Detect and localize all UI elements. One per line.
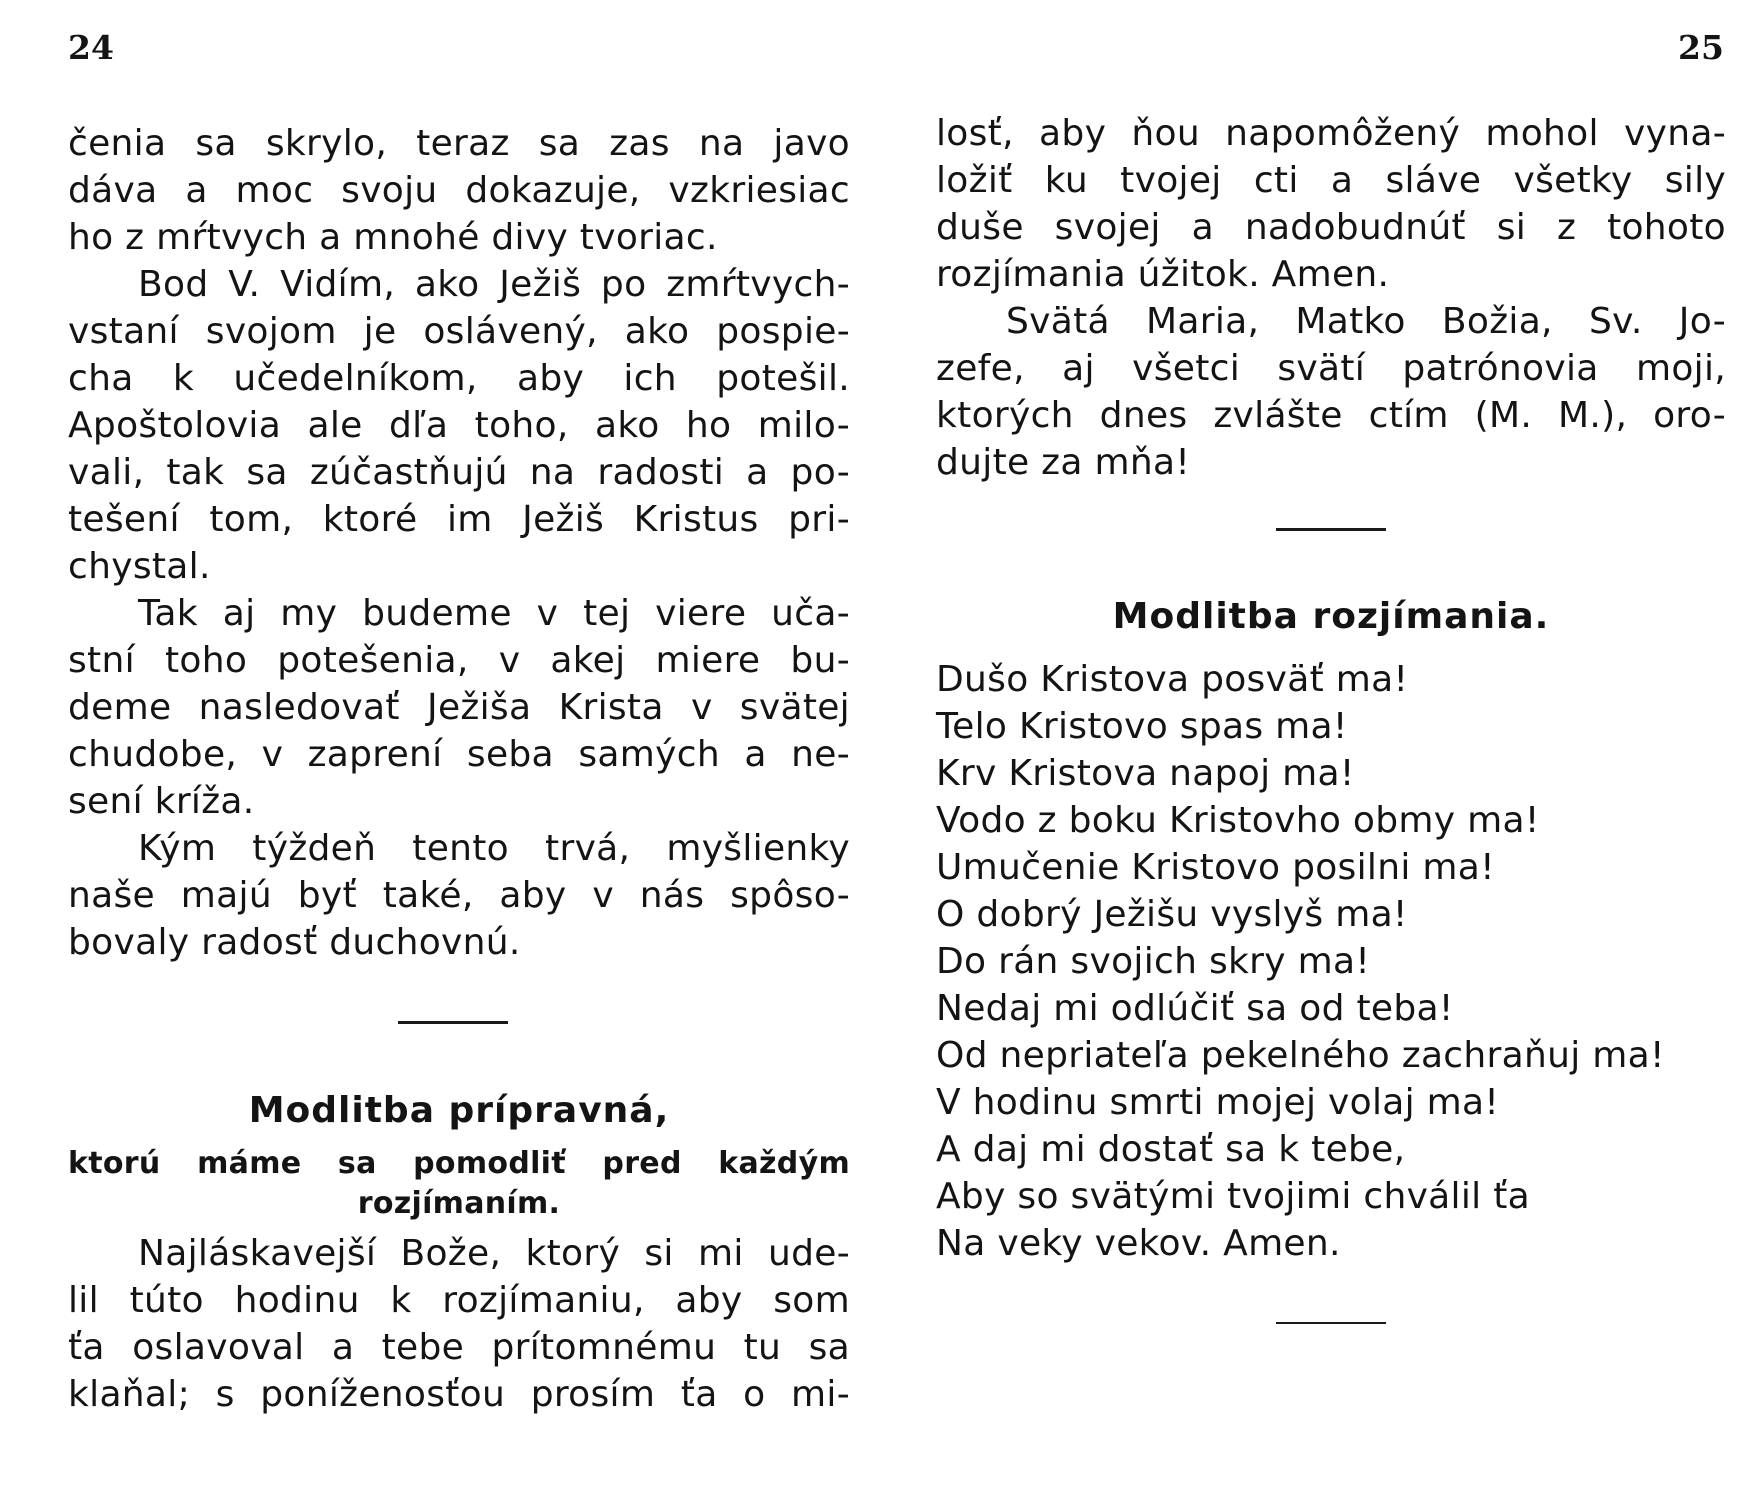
text-line: chystal.: [68, 546, 211, 587]
text-line: Kým týždeň tento trvá, myšlienky: [138, 828, 850, 869]
prayer-title: Modlitba rozjímania.: [1112, 596, 1550, 637]
text-line: dujte za mňa!: [936, 442, 1191, 483]
paragraph: [68, 261, 850, 590]
text-line: chudobe, v zaprení seba samých a ne-: [68, 734, 850, 775]
text-line: ložiť ku tvojej cti a sláve všetky sily: [936, 160, 1726, 201]
text-line: Najláskavejší Bože, ktorý si mi ude-: [138, 1233, 850, 1274]
paragraph: [68, 590, 850, 825]
text-line: ktorých dnes zvlášte ctím (M. M.), oro-: [936, 395, 1726, 436]
section-divider: [68, 966, 850, 1076]
text-line: Bod V. Vidím, ako Ježiš po zmŕtvych-: [138, 264, 850, 305]
text-line: tešení tom, ktoré im Ježiš Kristus pri-: [68, 499, 850, 540]
verse-line: A daj mi dostať sa k tebe,: [936, 1129, 1406, 1170]
text-line: stní toho potešenia, v akej miere bu-: [68, 640, 850, 681]
verse-line: V hodinu smrti mojej volaj ma!: [936, 1082, 1500, 1123]
prayer-verses: [936, 656, 1726, 1267]
text-line: Tak aj my budeme v tej viere uča-: [138, 593, 850, 634]
text-line: naše majú byť také, aby v nás spôso-: [68, 875, 850, 916]
text-line: Apoštolovia ale dľa toho, ako ho milo-: [68, 405, 850, 446]
divider-rule: [398, 1021, 508, 1024]
paragraph: [68, 1230, 850, 1418]
text-line: deme nasledovať Ježiša Krista v svätej: [68, 687, 850, 728]
prayer-subtitle: [68, 1144, 850, 1224]
right-page: [878, 0, 1756, 1500]
subtitle-line: rozjímaním.: [357, 1186, 561, 1221]
text-line: vstaní svojom je oslávený, ako pospie-: [68, 311, 850, 352]
text-line: klaňal; s poníženosťou prosím ťa o mi-: [68, 1374, 850, 1415]
text-line: dáva a moc svoju dokazuje, vzkriesiac: [68, 170, 850, 211]
text-line: cha k učedelníkom, aby ich potešil.: [68, 358, 850, 399]
paragraph: [936, 298, 1726, 486]
divider-rule: [1276, 1322, 1386, 1324]
page-number: 25: [1678, 28, 1724, 67]
text-line: Svätá Maria, Matko Božia, Sv. Jo-: [1006, 301, 1726, 342]
divider-rule: [1276, 528, 1386, 531]
verse-line: Aby so svätými tvojimi chválil ťa: [936, 1176, 1530, 1217]
left-text-column: [68, 120, 850, 1418]
verse-line: Do rán svojich skry ma!: [936, 941, 1371, 982]
subtitle-line: ktorú máme sa pomodliť pred každým: [68, 1146, 850, 1181]
text-line: losť, aby ňou napomôžený mohol vyna-: [936, 113, 1726, 154]
right-text-column: [936, 110, 1726, 1377]
section-divider: [936, 486, 1726, 570]
verse-line: Vodo z boku Kristovho obmy ma!: [936, 800, 1540, 841]
text-line: ho z mŕtvych a mnohé divy tvoriac.: [68, 217, 718, 258]
verse-line: Umučenie Kristovo posilni ma!: [936, 847, 1495, 888]
text-line: zefe, aj všetci svätí patrónovia moji,: [936, 348, 1726, 389]
paragraph: [68, 120, 850, 261]
prayer-title: Modlitba prípravná,: [248, 1090, 670, 1131]
text-line: vali, tak sa zúčastňujú na radosti a po-: [68, 452, 850, 493]
paragraph: [68, 825, 850, 966]
verse-line: Na veky vekov. Amen.: [936, 1223, 1341, 1264]
text-line: ťa oslavoval a tebe prítomnému tu sa: [68, 1327, 850, 1368]
text-line: rozjímania úžitok. Amen.: [936, 254, 1390, 295]
page-number: 24: [68, 28, 114, 67]
verse-line: Dušo Kristova posväť ma!: [936, 659, 1409, 700]
verse-line: Nedaj mi odlúčiť sa od teba!: [936, 988, 1454, 1029]
paragraph: [936, 110, 1726, 298]
text-line: sení kríža.: [68, 781, 255, 822]
verse-line: Krv Kristova napoj ma!: [936, 753, 1355, 794]
verse-line: Telo Kristovo spas ma!: [936, 706, 1348, 747]
text-line: lil túto hodinu k rozjímaniu, aby som: [68, 1280, 850, 1321]
text-line: bovaly radosť duchovnú.: [68, 922, 521, 963]
text-line: duše svojej a nadobudnúť si z tohoto: [936, 207, 1726, 248]
text-line: čenia sa skrylo, teraz sa zas na javo: [68, 123, 850, 164]
section-divider: [936, 1267, 1726, 1377]
verse-line: Od nepriateľa pekelného zachraňuj ma!: [936, 1035, 1665, 1076]
verse-line: O dobrý Ježišu vyslyš ma!: [936, 894, 1408, 935]
